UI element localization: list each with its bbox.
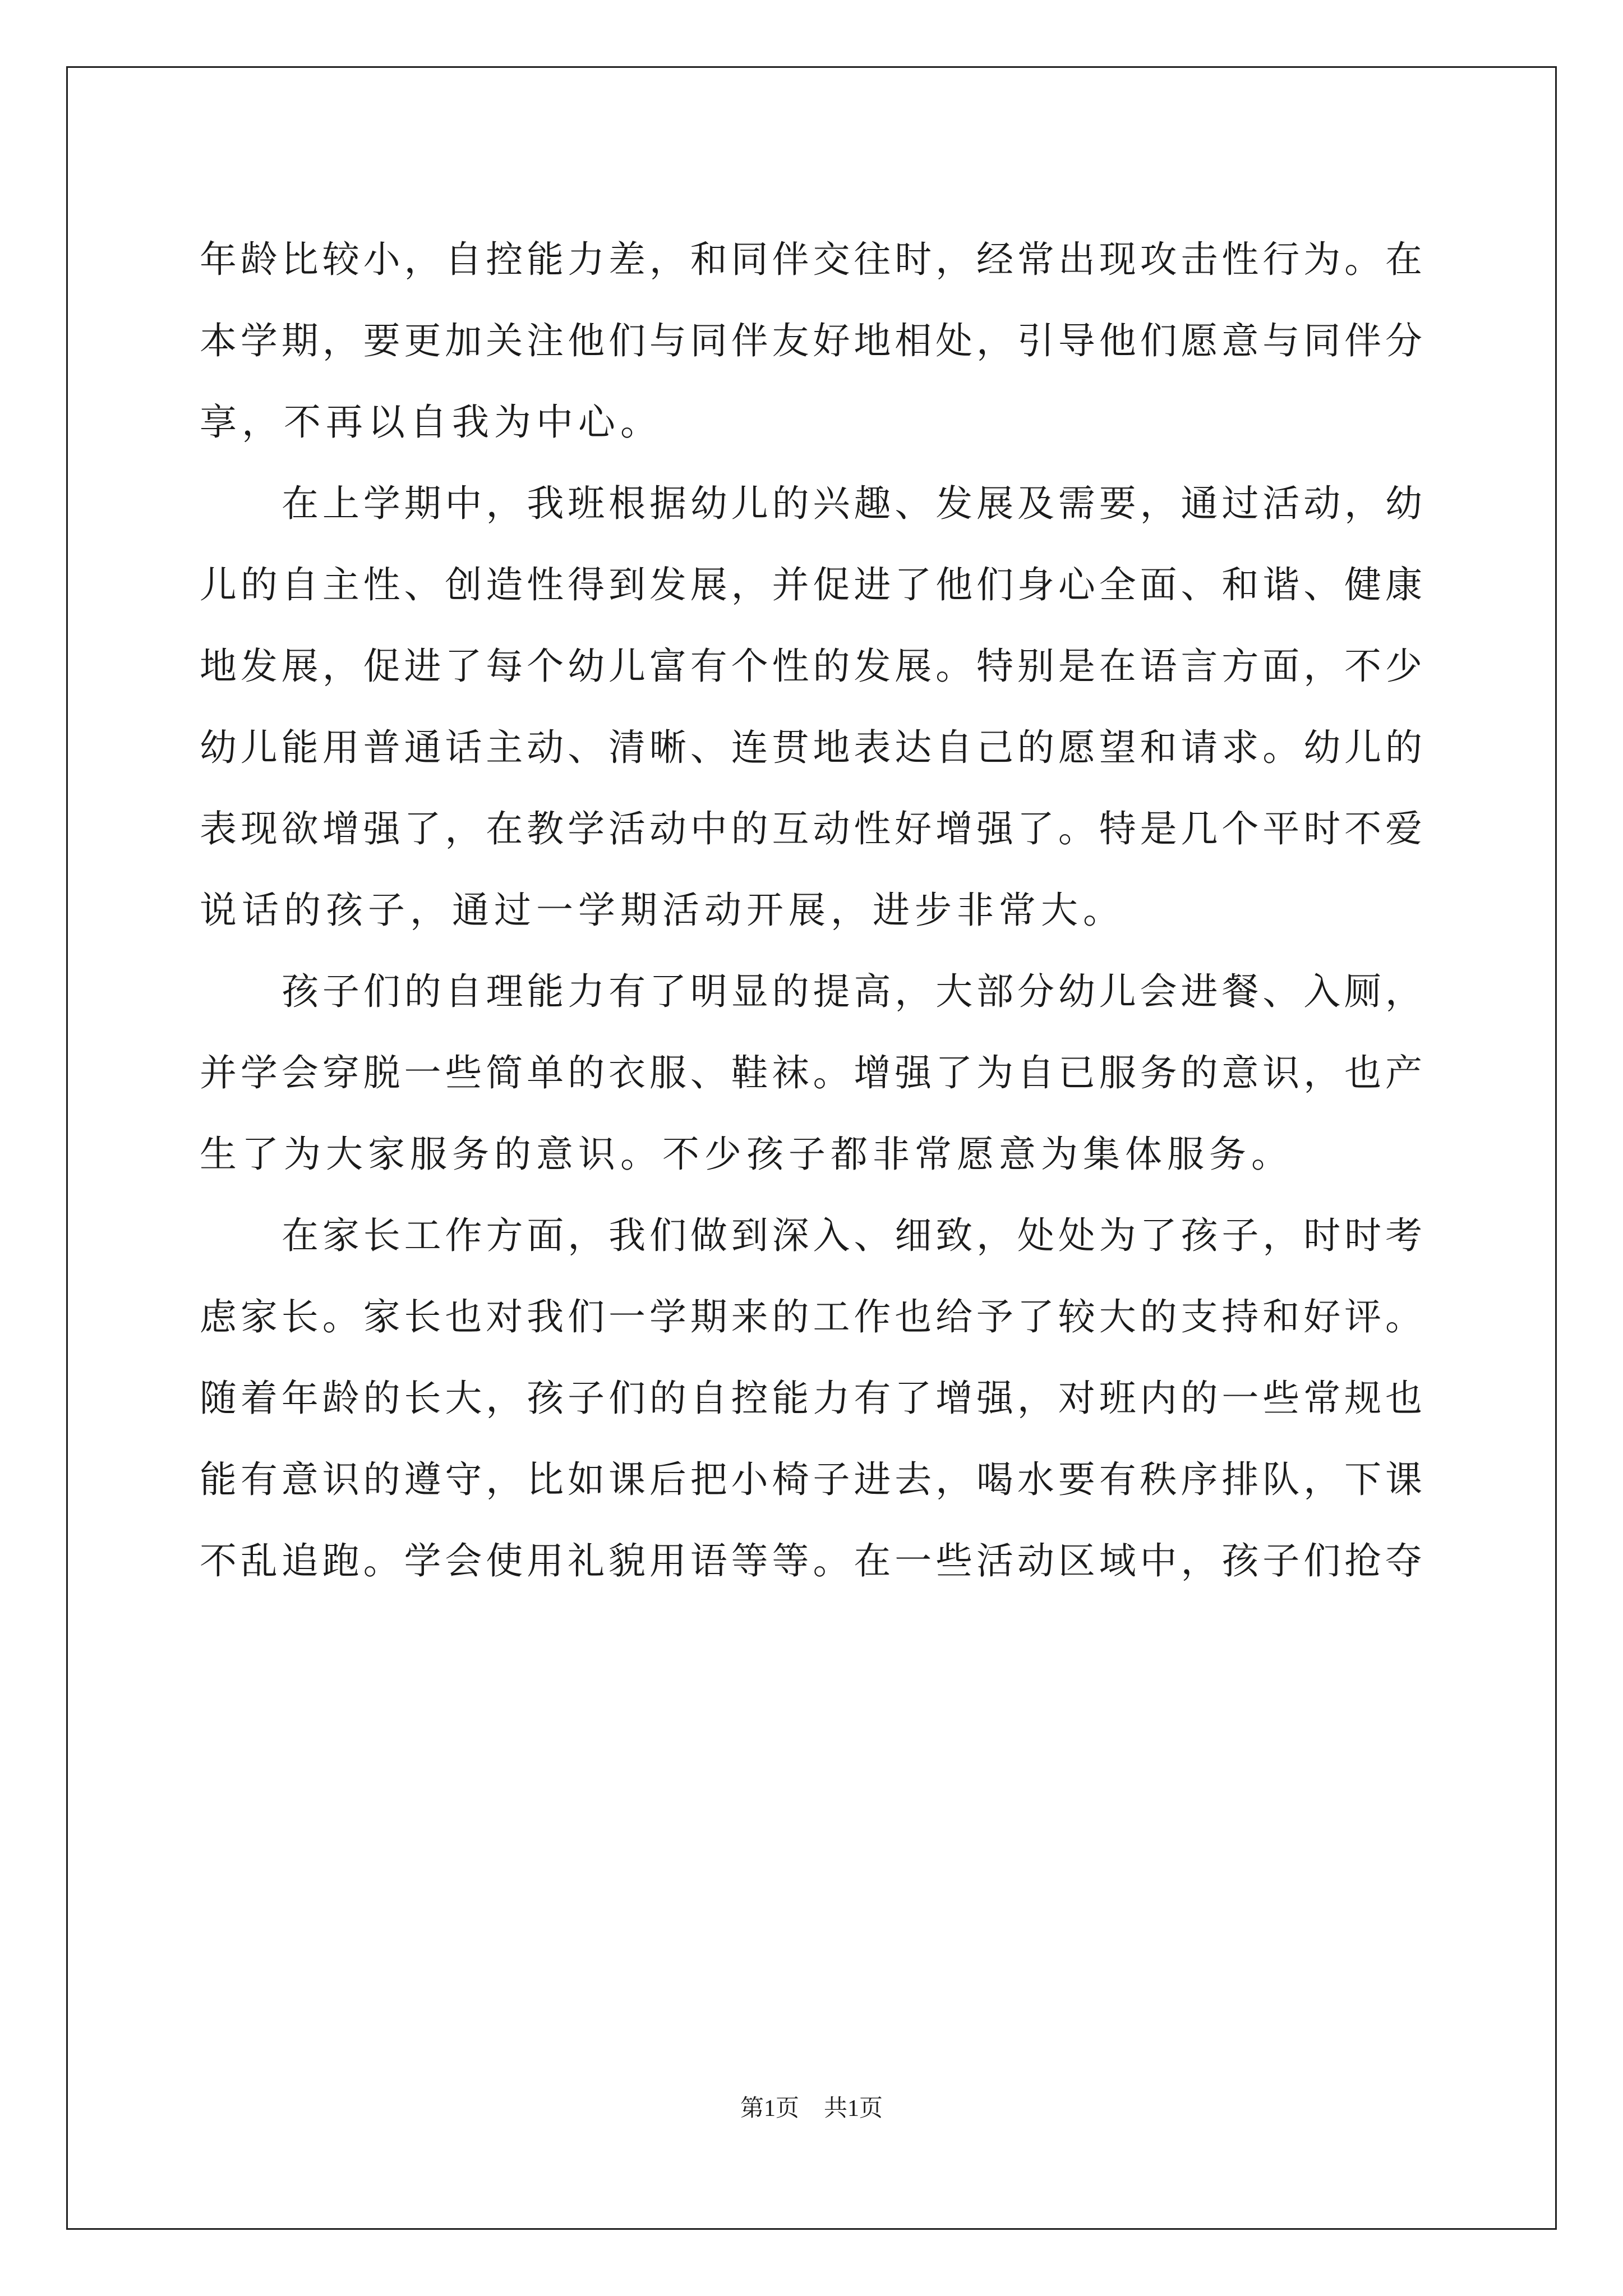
document-body — [200, 219, 1422, 1602]
text-line: 生了为大家服务的意识。不少孩子都非常愿意为集体服务。 — [200, 1133, 1293, 1176]
text-line: 能有意识的遵守，比如课后把小椅子进去，喝水要有秩序排队，下课 — [200, 1458, 1422, 1501]
text-line: 在上学期中，我班根据幼儿的兴趣、发展及需要，通过活动，幼 — [282, 482, 1422, 525]
page-number: 第1页 — [740, 2096, 799, 2122]
text-line: 年龄比较小，自控能力差，和同伴交往时，经常出现攻击性行为。在 — [200, 238, 1422, 281]
text-line: 在家长工作方面，我们做到深入、细致，处处为了孩子，时时考 — [282, 1214, 1422, 1257]
text-line: 说话的孩子，通过一学期活动开展，进步非常大。 — [200, 889, 1125, 932]
text-line: 不乱追跑。学会使用礼貌用语等等。在一些活动区域中，孩子们抢夺 — [200, 1539, 1422, 1582]
text-line: 随着年龄的长大，孩子们的自控能力有了增强，对班内的一些常规也 — [200, 1377, 1422, 1420]
page-total: 共1页 — [824, 2096, 883, 2122]
text-line: 表现欲增强了，在教学活动中的互动性好增强了。特是几个平时不爱 — [200, 807, 1422, 850]
text-line: 虑家长。家长也对我们一学期来的工作也给予了较大的支持和好评。 — [200, 1295, 1422, 1338]
text-line: 享，不再以自我为中心。 — [200, 401, 662, 444]
text-line: 儿的自主性、创造性得到发展，并促进了他们身心全面、和谐、健康 — [200, 563, 1422, 606]
text-line: 孩子们的自理能力有了明显的提高，大部分幼儿会进餐、入厕， — [282, 970, 1422, 1013]
page-footer — [0, 2092, 1623, 2125]
text-line: 地发展，促进了每个幼儿富有个性的发展。特别是在语言方面，不少 — [200, 645, 1422, 688]
text-line: 幼儿能用普通话主动、清晰、连贯地表达自己的愿望和请求。幼儿的 — [200, 726, 1422, 769]
text-line: 并学会穿脱一些简单的衣服、鞋袜。增强了为自已服务的意识，也产 — [200, 1051, 1422, 1094]
text-line: 本学期，要更加关注他们与同伴友好地相处，引导他们愿意与同伴分 — [200, 319, 1422, 362]
